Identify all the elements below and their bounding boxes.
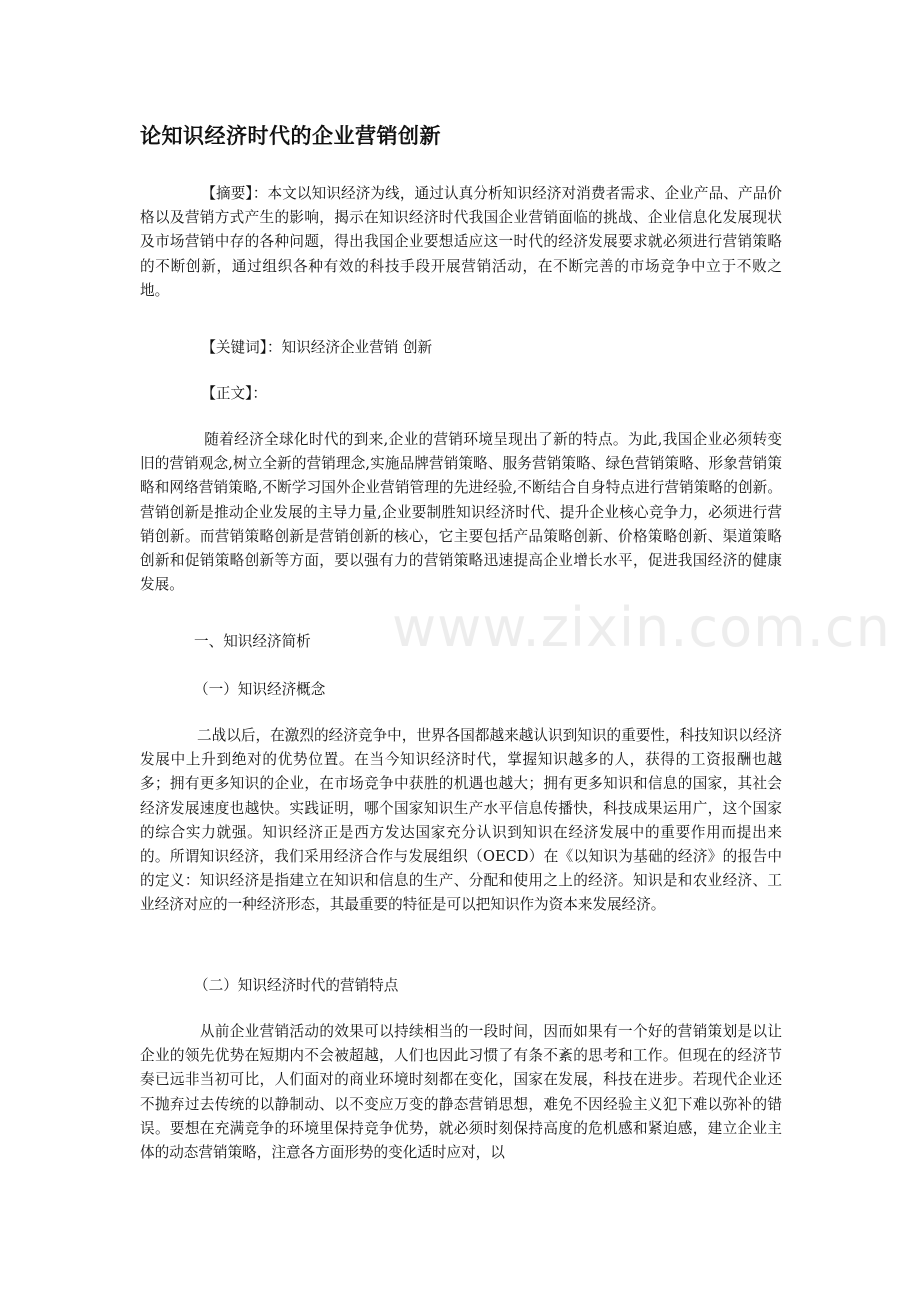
sub1-heading: （一）知识经济概念	[194, 681, 326, 698]
sub2-heading: （二）知识经济时代的营销特点	[194, 977, 399, 994]
intro-paragraph: 随着经济全球化时代的到来,企业的营销环境呈现出了新的特点。为此,我国企业必须转变旧的营销观念,树立全新的营销理念,实施品牌营销策略、服务营销策略、绿色营销策略、形象营销策略和网络营销策略,不断学习国外企业营销管理的先进经验,不断结合自身特点进行营销策略的创新。营销创新是推动企业发展的主导力量,企业要制胜知识经济时代、提升企业核心竞争力，必须进行营销创新。而营销策略创新是营销创新的核心，它主要包括产品策略创新、价格策略创新、渠道策略创新和促销策略创新等方面，要以强有力的营销策略迅速提高企业增长水平，促进我国经济的健康发展。	[140, 431, 782, 594]
abstract-paragraph: 【摘要】：本文以知识经济为线，通过认真分析知识经济对消费者需求、企业产品、产品价格以及营销方式产生的影响，揭示在知识经济时代我国企业营销面临的挑战、企业信息化发展现状及市场营销中存的各种问题，得出我国企业要想适应这一时代的经济发展要求就必须进行营销策略的不断创新，通过组织各种有效的科技手段开展营销活动，在不断完善的市场竞争中立于不败之地。	[140, 185, 782, 299]
watermark: www.zixin.com.cn	[392, 596, 891, 659]
section1-heading: 一、知识经济简析	[194, 633, 311, 650]
keywords-line: 【关键词】：知识经济企业营销 创新	[201, 339, 433, 356]
document-title: 论知识经济时代的企业营销创新	[140, 124, 441, 148]
sub1-paragraph: 二战以后，在激烈的经济竞争中，世界各国都越来越认识到知识的重要性，科技知识以经济发展中上升到绝对的优势位置。在当今知识经济时代，掌握知识越多的人，获得的工资报酬也越多；拥有更多知识的企业，在市场竞争中获胜的机遇也越大；拥有更多知识和信息的国家，其社会经济发展速度也越快。实践证明，哪个国家知识生产水平信息传播快，科技成果运用广，这个国家的综合实力就强。知识经济正是西方发达国家充分认识到知识在经济发展中的重要作用而提出来的。所谓知识经济，我们采用经济合作与发展组织（OECD）在《以知识为基础的经济》的报告中的定义：知识经济是指建立在知识和信息的生产、分配和使用之上的经济。知识是和农业经济、工业经济对应的一种经济形态，其最重要的特征是可以把知识作为资本来发展经济。	[140, 727, 782, 914]
body-label: 【正文】：	[201, 385, 267, 402]
sub2-paragraph: 从前企业营销活动的效果可以持续相当的一段时间，因而如果有一个好的营销策划是以让企业的领先优势在短期内不会被超越，人们也因此习惯了有条不紊的思考和工作。但现在的经济节奏已远非当初可比，人们面对的商业环境时刻都在变化，国家在发展，科技在进步。若现代企业还不抛弃过去传统的以静制动、以不变应万变的静态营销思想，难免不因经验主义犯下难以弥补的错误。要想在充满竞争的环境里保持竞争优势，就必须时刻保持高度的危机感和紧迫感，建立企业主体的动态营销策略，注意各方面形势的变化适时应对，以	[140, 1023, 782, 1162]
